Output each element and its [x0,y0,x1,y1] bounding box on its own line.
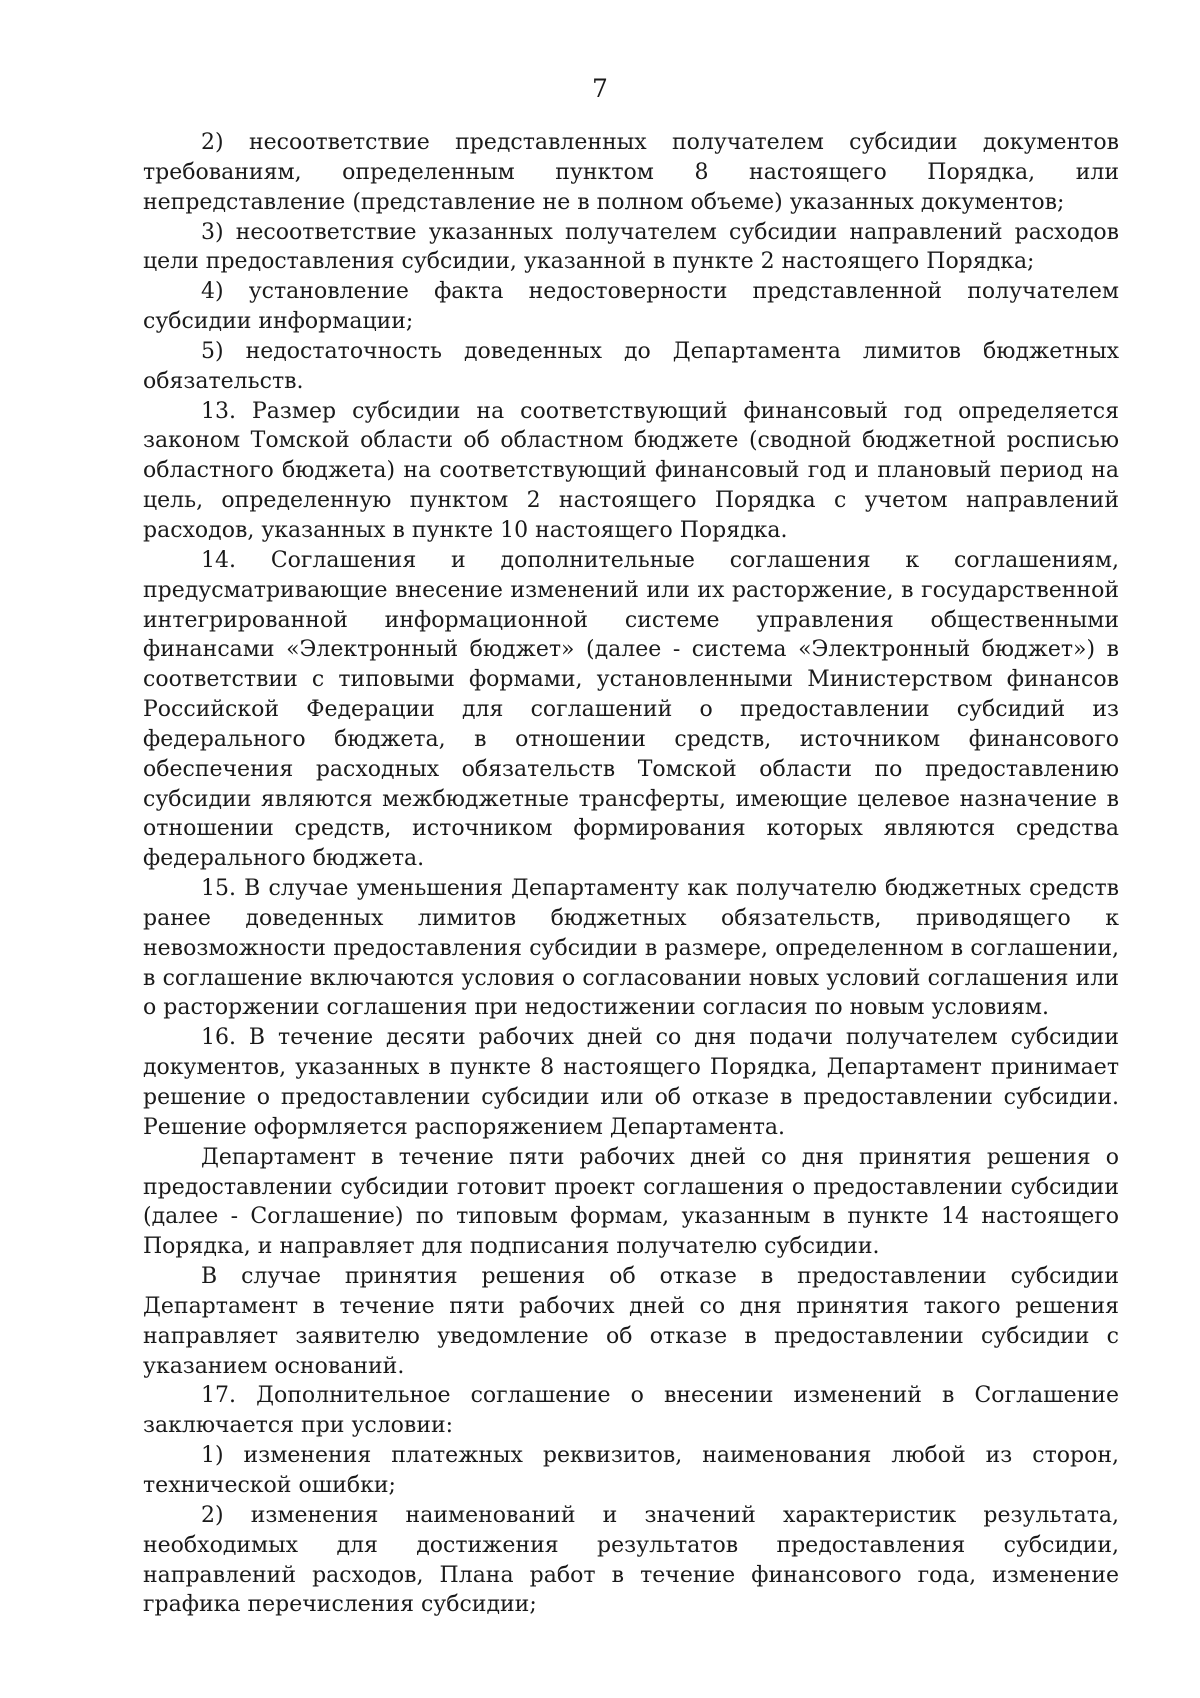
page-number: 7 [592,74,608,103]
paragraph-16-refusal-notice: В случае принятия решения об отказе в предоставлении субсидии Департамент в течение пяти рабочих дней со дня принятия такого решения направляет заявителю уведомление об отказе в предоставлении субсидии с указанием оснований. [143,1264,1119,1379]
paragraph-16-decision: 16. В течение десяти рабочих дней со дня подачи получателем субсидии документов, указанных в пункте 8 настоящего Порядка, Департамент принимает решение о предоставлении субсидии или об отказе в предоставлении субсидии. Решение оформляется распоряжением Департамента. [143,1025,1119,1140]
paragraph-13-subsidy-amount: 13. Размер субсидии на соответствующий финансовый год определяется законом Томской области об областном бюджете (сводной бюджетной росписью областного бюджета) на соответствующий финансовый год и плановый период на цель, определенную пунктом 2 настоящего Порядка с учетом направлений расходов, указанных в пункте 10 настоящего Порядка. [143,398,1119,543]
document-body [143,128,1119,1620]
paragraph-16-draft-agreement: Департамент в течение пяти рабочих дней со дня принятия решения о предоставлении субсидии готовит проект соглашения о предоставлении субсидии (далее - Соглашение) по типовым формам, указанным в пункте 14 настоящего Порядка, и направляет для подписания получателю субсидии. [143,1144,1119,1260]
paragraph-item-5-insufficient-limits: 5) недостаточность доведенных до Департамента лимитов бюджетных обязательств. [143,338,1119,394]
paragraph-17-item-1: 1) изменения платежных реквизитов, наименования любой из сторон, технической ошибки; [143,1443,1119,1498]
paragraph-17-additional-agreement: 17. Дополнительное соглашение о внесении изменений в Соглашение заключается при условии: [143,1383,1119,1439]
paragraph-item-3-expense-mismatch: 3) несоответствие указанных получателем субсидии направлений расходов цели предоставления субсидии, указанной в пункте 2 настоящего Порядка; [143,219,1119,275]
paragraph-item-2-noncompliance: 2) несоответствие представленных получателем субсидии документов требованиям, определенным пунктом 8 настоящего Порядка, или непредставление (представление не в полном объеме) указанных документов; [143,130,1119,215]
paragraph-17-item-2: 2) изменения наименований и значений характеристик результата, необходимых для достижения результатов предоставления субсидии, направлений расходов, Плана работ в течение финансового года, изменение графика перечисления субсидии; [143,1502,1119,1618]
paragraph-15-limit-reduction: 15. В случае уменьшения Департаменту как получателю бюджетных средств ранее доведенных лимитов бюджетных обязательств, приводящего к невозможности предоставления субсидии в размере, определенном в соглашении, в соглашение включаются условия о согласовании новых условий соглашения или о расторжении соглашения при недостижении согласия по новым условиям. [143,876,1119,1021]
paragraph-item-4-unreliable-info: 4) установление факта недостоверности представленной получателем субсидии информации; [143,279,1119,335]
paragraph-14-agreements: 14. Соглашения и дополнительные соглашения к соглашениям, предусматривающие внесение изменений или их расторжение, в государственной интегрированной информационной системе управления общественными финансами «Электронный бюджет» (далее - система «Электронный бюджет») в соответствии с типовыми формами, установленными Министерством финансов Российской Федерации для соглашений о предоставлении субсидий из федерального бюджета, в отношении средств, источником финансового обеспечения расходных обязательств Томской области по предоставлению субсидии являются межбюджетные трансферты, имеющие целевое назначение в отношении средств, источником формирования которых являются средства федерального бюджета. [143,547,1119,872]
